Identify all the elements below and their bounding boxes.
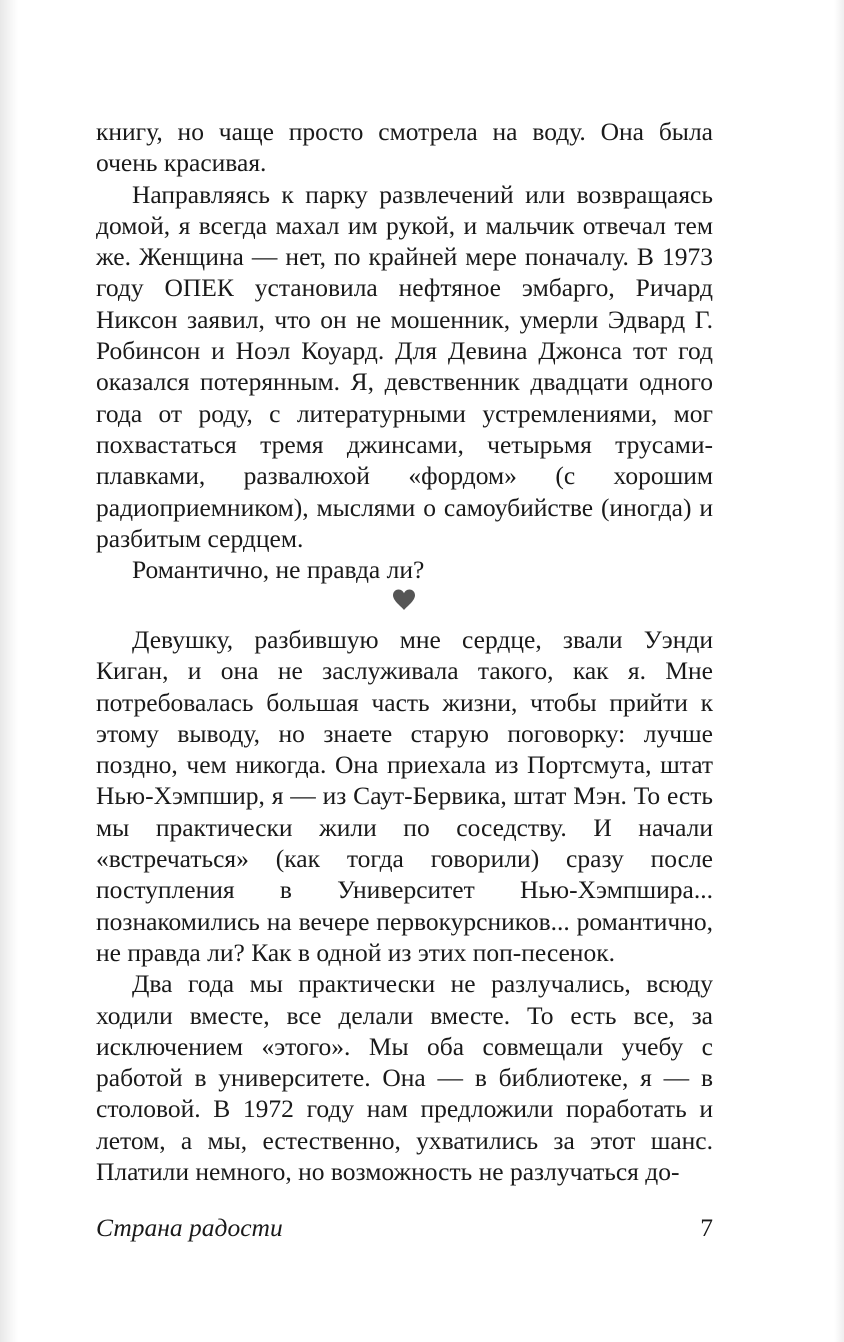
paragraph-continuation: книгу, но чаще просто смотрела на воду. Она была очень красивая. — [96, 117, 713, 178]
paragraph: Девушку, разбившую мне сердце, звали Уэнди Киган, и она не заслуживала такого, как я. Мне потребовалась большая часть жизни, чтобы прийти к этому выводу, но знаете старую поговорку: лучше поздно, чем никогда. Она приехала из Портсмута, штат Нью-Хэмпшир, я — из Саут-Бервика, штат Мэн. То есть мы практически жили по соседству. И начали «встречаться» (как тогда говорили) сразу после поступления в Университет Нью-Хэмпшира... познакомились на вечере первокурсников... романтично, не правда ли? Как в одной из этих поп-песенок. — [96, 625, 713, 967]
heart-icon — [392, 588, 416, 612]
page-edge-shadow — [0, 0, 18, 1342]
paragraph: Два года мы практически не разлучались, всюду ходили вместе, все делали вместе. То есть все, за исключением «этого». Мы оба совмещали учебу с работой в университете. Она — в библиотеке, я — в столовой. В 1972 году нам предложили поработать и летом, а мы, естественно, ухватились за этот шанс. Платили немного, но возможность не разлучаться до- — [96, 969, 713, 1187]
paragraph: Романтично, не правда ли? — [132, 555, 425, 585]
paragraph: Направляясь к парку развлечений или возвращаясь домой, я всегда махал им рукой, и мальчик отвечал тем же. Женщина — нет, по крайней мере поначалу. В 1973 году ОПЕК установила нефтяное эмбарго, Ричард Никсон заявил, что он не мошенник, умерли Эдвард Г. Робинсон и Ноэл Коуард. Для Девина Джонса тот год оказался потерянным. Я, девственник двадцати одного года от роду, с литературными устремлениями, мог похвастаться тремя джинсами, четырьмя трусами-плавками, развалюхой «фордом» (с хорошим радиоприемником), мыслями о самоубийстве (иногда) и разбитым сердцем. — [96, 179, 713, 553]
text-section-top — [96, 116, 713, 585]
text-section-bottom — [96, 624, 713, 1187]
page-number: 7 — [700, 1213, 713, 1242]
page-edge-shadow-right — [834, 0, 844, 1342]
running-footer-title: Страна радости — [96, 1213, 283, 1242]
